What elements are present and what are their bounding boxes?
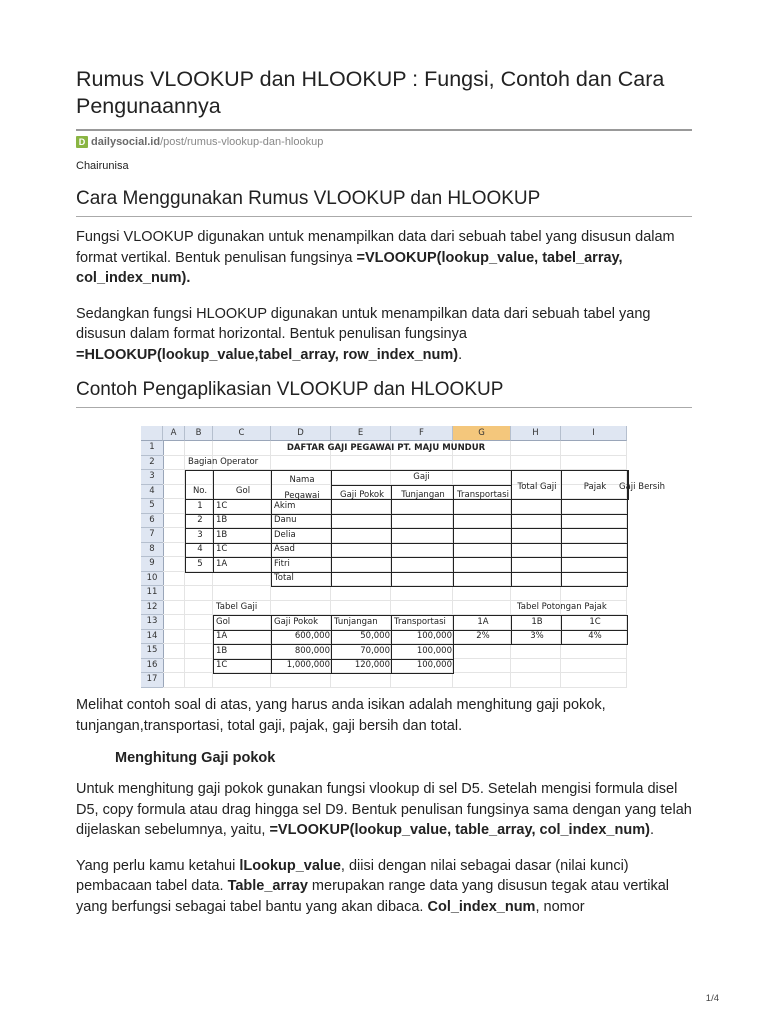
tabel-gaji-value: 1A (216, 631, 228, 641)
grid-cell (331, 586, 391, 601)
total-cell (331, 572, 392, 588)
column-header-h: H (511, 426, 561, 441)
section-heading-cara: Cara Menggunakan Rumus VLOOKUP dan HLOOKUP (76, 188, 541, 209)
employee-cell (391, 528, 454, 544)
row-header-10: 10 (141, 572, 164, 587)
source-line[interactable] (76, 136, 692, 148)
tabel-gaji-value: 600,000 (294, 631, 330, 641)
paragraph-text: Fungsi VLOOKUP digunakan untuk menampilkan data dari sebuah tabel yang disusun dalam format vertikal. Bentuk penulisan fungsinya (76, 229, 675, 266)
source-path[interactable]: /post/rumus-vlookup-dan-hlookup (160, 136, 324, 148)
grid-cell (163, 557, 185, 572)
grid-cell (163, 586, 185, 601)
term-col-index-num: Col_index_num (427, 898, 536, 915)
paragraph-hlookup (76, 304, 692, 366)
employee-cell (331, 543, 392, 559)
source-domain[interactable]: dailysocial.id (91, 136, 161, 148)
tabel-gaji-value: 100,000 (416, 660, 452, 670)
employee-cell (391, 557, 454, 573)
tabel-gaji-header: Transportasi (394, 616, 446, 627)
row-header-2: 2 (141, 456, 164, 471)
grid-cell (511, 586, 561, 601)
paragraph-menghitung (76, 779, 692, 841)
row-header-13: 13 (141, 615, 164, 630)
column-header-f: F (391, 426, 453, 441)
title-divider (76, 129, 692, 131)
paragraph-yang-perlu (76, 856, 692, 918)
grid-cell (331, 601, 391, 616)
row-header-11: 11 (141, 586, 164, 601)
employee-gol: 1A (216, 558, 228, 569)
employee-nama: Akim (274, 500, 296, 511)
spreadsheet-image (141, 426, 665, 686)
paragraph-end: . (458, 346, 463, 363)
grid-cell (185, 615, 213, 630)
grid-cell (271, 586, 331, 601)
grid-cell (163, 572, 185, 587)
tabel-gaji-value: 50,000 (360, 631, 390, 641)
grid-cell (185, 673, 213, 688)
row-header-17: 17 (141, 673, 164, 688)
total-cell (391, 572, 454, 588)
grid-cell (185, 644, 213, 659)
grid-cell (163, 499, 185, 514)
grid-cell (163, 470, 185, 485)
grid-cell (163, 673, 185, 688)
formula-vlookup-2: =VLOOKUP(lookup_value, table_array, col_index_num) (269, 822, 650, 838)
employee-cell (391, 499, 454, 515)
row-header-6: 6 (141, 514, 164, 529)
tabel-gaji-value: 100,000 (416, 631, 452, 641)
employee-nama: Delia (274, 529, 296, 540)
header-gaji-bersih-label: Gaji Bersih (619, 482, 665, 492)
grid-cell (511, 673, 561, 688)
row-header-9: 9 (141, 557, 164, 572)
paragraph-vlookup (76, 227, 692, 289)
tabel-gaji-value: 70,000 (360, 645, 390, 656)
paragraph-end: . (649, 822, 654, 838)
grid-cell (163, 528, 185, 543)
employee-cell (453, 528, 512, 544)
term-table-array: Table_array (227, 878, 308, 894)
grid-cell (331, 673, 391, 688)
employee-cell (561, 499, 628, 515)
grid-cell (163, 514, 185, 529)
header-gaji-label: Gaji (413, 471, 430, 482)
row-header-3: 3 (141, 470, 164, 485)
grid-cell (163, 644, 185, 659)
header-gaji-pokok-label: Gaji Pokok (340, 489, 384, 500)
grid-cell (453, 586, 511, 601)
employee-no: 2 (197, 515, 203, 525)
employee-cell (453, 543, 512, 559)
employee-gol: 1B (216, 529, 228, 540)
paragraph-text: , nomor (535, 898, 585, 915)
term-lookup-value: lLookup_value (239, 857, 341, 874)
tabel-gaji-title: Tabel Gaji (216, 602, 258, 612)
header-transportasi-label: Transportasi (457, 489, 509, 500)
employee-cell (391, 543, 454, 559)
sheet-corner (141, 426, 163, 441)
total-cell (453, 572, 512, 588)
grid-cell (561, 441, 627, 456)
grid-cell (511, 659, 561, 674)
tabel-pajak-value: 3% (530, 631, 544, 641)
tabel-pajak-value: 4% (588, 631, 602, 641)
header-gol-label: Gol (235, 486, 251, 496)
grid-cell (331, 456, 391, 471)
tabel-gaji-header: Gol (216, 616, 231, 627)
grid-cell (213, 673, 271, 688)
row-header-4: 4 (141, 485, 164, 500)
grid-cell (561, 659, 627, 674)
grid-cell (453, 456, 511, 471)
article-title: Rumus VLOOKUP dan HLOOKUP : Fungsi, Contoh dan Cara Pengunaannya (76, 67, 665, 118)
tabel-gaji-value: 1,000,000 (286, 660, 330, 670)
grid-cell (561, 586, 627, 601)
section-label: Bagian Operator (188, 457, 259, 467)
tabel-gaji-header: Gaji Pokok (274, 616, 318, 627)
employee-no: 3 (197, 529, 203, 540)
employee-cell (511, 543, 562, 559)
employee-cell (453, 514, 512, 530)
tabel-pajak-title: Tabel Potongan Pajak (517, 602, 607, 612)
employee-cell (561, 557, 628, 573)
grid-cell (163, 615, 185, 630)
employee-nama: Fitri (274, 558, 290, 569)
paragraph-text: , diisi dengan nilai sebagai dasar (nilai kunci) pembacaan tabel data. (76, 857, 629, 894)
tabel-pajak-header: 1B (531, 616, 543, 627)
row-header-14: 14 (141, 630, 164, 645)
grid-cell (561, 456, 627, 471)
tabel-gaji-value: 1B (216, 645, 228, 656)
row-header-12: 12 (141, 601, 164, 616)
grid-cell (453, 673, 511, 688)
employee-gol: 1C (216, 544, 228, 554)
subheading-gaji-pokok: Menghitung Gaji pokok (115, 750, 276, 766)
column-header-c: C (213, 426, 271, 441)
grid-cell (163, 543, 185, 558)
tabel-gaji-value: 120,000 (354, 660, 390, 670)
employee-cell (453, 499, 512, 515)
column-header-d: D (271, 426, 331, 441)
grid-cell (391, 601, 453, 616)
employee-cell (453, 557, 512, 573)
grid-cell (185, 441, 213, 456)
tabel-pajak-header: 1C (589, 616, 601, 627)
header-pegawai-label: Pegawai (284, 490, 320, 501)
employee-cell (561, 543, 628, 559)
grid-cell (163, 441, 185, 456)
employee-cell (391, 514, 454, 530)
employee-cell (511, 499, 562, 515)
grid-cell (163, 485, 185, 500)
page-number: 1/4 (705, 993, 719, 1004)
grid-cell (163, 456, 185, 471)
grid-cell (391, 586, 453, 601)
employee-no: 5 (197, 558, 203, 569)
grid-cell (511, 644, 561, 659)
section-heading-contoh: Contoh Pengaplikasian VLOOKUP dan HLOOKUP (76, 379, 504, 400)
grid-cell (453, 659, 511, 674)
employee-nama: Danu (274, 515, 297, 525)
grid-cell (163, 659, 185, 674)
employee-cell (511, 514, 562, 530)
header-no-label: No. (192, 486, 208, 496)
tabel-gaji-header: Tunjangan (334, 616, 378, 627)
employee-cell (511, 557, 562, 573)
paragraph-text: Sedangkan fungsi HLOOKUP digunakan untuk menampilkan data dari sebuah tabel yang disusun dalam format horizontal. Bentuk penulisan fungsinya (76, 305, 651, 342)
grid-cell (561, 644, 627, 659)
header-pajak-label: Pajak (583, 482, 607, 492)
total-right-cell (561, 572, 628, 588)
employee-cell (511, 528, 562, 544)
paragraph-melihat: Melihat contoh soal di atas, yang harus anda isikan adalah menghitung gaji pokok, tunjangan,transportasi, total gaji, pajak, gaji bersih dan total. (76, 697, 606, 734)
tabel-gaji-value: 100,000 (416, 645, 452, 656)
row-header-5: 5 (141, 499, 164, 514)
grid-cell (511, 456, 561, 471)
grid-cell (185, 659, 213, 674)
total-cell (511, 572, 562, 588)
grid-cell (453, 601, 511, 616)
site-favicon-icon: D (76, 136, 88, 148)
employee-cell (331, 557, 392, 573)
tabel-pajak-value: 2% (476, 631, 490, 641)
column-header-b: B (185, 426, 213, 441)
column-header-g: G (453, 426, 511, 441)
row-header-1: 1 (141, 441, 164, 456)
header-total-gaji-label: Total Gaji (517, 482, 557, 492)
section-divider (76, 216, 692, 217)
grid-cell (185, 601, 213, 616)
grid-cell (163, 601, 185, 616)
row-header-15: 15 (141, 644, 164, 659)
paragraph-text: Untuk menghitung gaji pokok gunakan fungsi vlookup di sel D5. Setelah mengisi formula disel D5, copy formula atau drag hingga sel D9. Bentuk penulisan fungsinya sama dengan yang telah dijelaskan sebelumnya, yaitu, (76, 781, 692, 838)
author-name: Chairunisa (76, 160, 129, 172)
formula-vlookup: =VLOOKUP(lookup_value, tabel_array, col_index_num). (76, 249, 623, 286)
paragraph-text: merupakan range data yang disusun tegak atau vertikal yang berfungsi sebagai tabel bantu yang akan dibaca. (76, 878, 670, 915)
grid-cell (391, 673, 453, 688)
row-header-16: 16 (141, 659, 164, 674)
grid-cell (185, 630, 213, 645)
grid-cell (271, 673, 331, 688)
grid-cell (213, 586, 271, 601)
header-nama-label: Nama (289, 475, 315, 485)
employee-cell (331, 528, 392, 544)
header-tunjangan-label: Tunjangan (401, 489, 445, 500)
row-header-8: 8 (141, 543, 164, 558)
row-header-7: 7 (141, 528, 164, 543)
tabel-gaji-value: 800,000 (294, 645, 330, 656)
grid-cell (213, 572, 271, 587)
employee-cell (561, 514, 628, 530)
employee-gol: 1B (216, 515, 228, 525)
grid-cell (185, 572, 213, 587)
employee-nama: Asad (274, 544, 295, 554)
column-header-a: A (163, 426, 185, 441)
sheet-title: DAFTAR GAJI PEGAWAI PT. MAJU MUNDUR (286, 442, 486, 453)
employee-gol: 1C (216, 500, 228, 511)
employee-no: 4 (197, 544, 203, 554)
paragraph-text: Yang perlu kamu ketahui (76, 857, 240, 874)
grid-cell (453, 644, 511, 659)
grid-cell (163, 630, 185, 645)
tabel-gaji-value: 1C (216, 660, 228, 670)
employee-no: 1 (197, 500, 203, 511)
column-header-i: I (561, 426, 627, 441)
column-header-e: E (331, 426, 391, 441)
grid-cell (391, 456, 453, 471)
employee-cell (331, 514, 392, 530)
employee-cell (561, 528, 628, 544)
formula-hlookup: =HLOOKUP(lookup_value,tabel_array, row_index_num) (76, 346, 459, 363)
grid-cell (185, 586, 213, 601)
tabel-pajak-header: 1A (477, 616, 489, 627)
grid-cell (561, 673, 627, 688)
employee-cell (331, 499, 392, 515)
total-label: Total (274, 573, 294, 583)
